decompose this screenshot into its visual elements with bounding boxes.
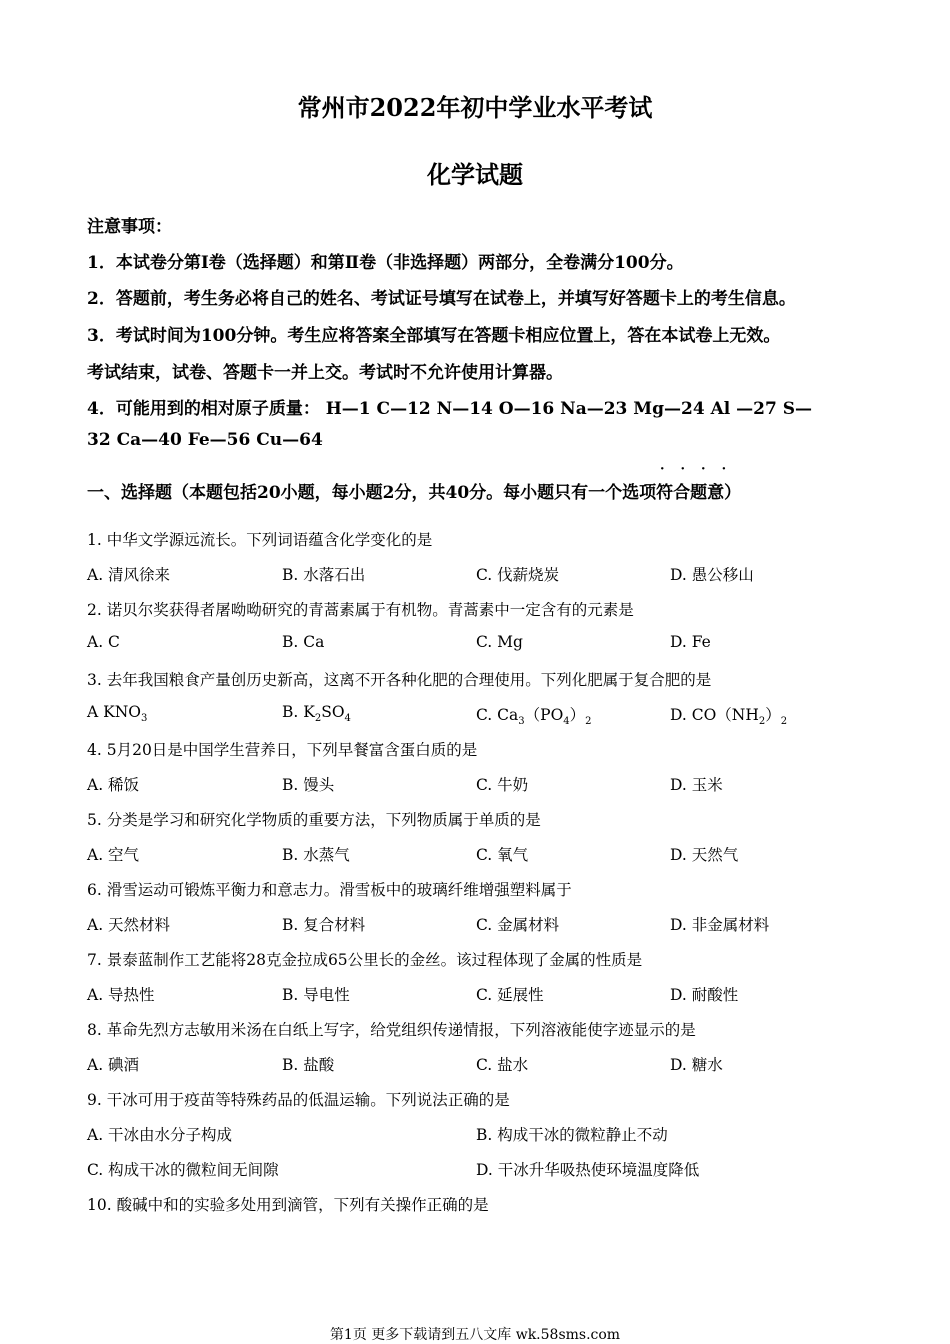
page-title: 常州市2022年初中学业水平考试	[297, 93, 653, 122]
question-stem: 7. 景泰蓝制作工艺能将28克金拉成65公里长的金丝。该过程体现了金属的性质是	[87, 951, 643, 969]
option-a: A. 清风徐来	[87, 566, 171, 584]
page-footer: 第1页 更多下载请到五八文库 wk.58sms.com	[329, 1327, 621, 1343]
option-d: D. 非金属材料	[670, 916, 770, 934]
option-b: B. Ca	[282, 633, 325, 651]
option-a: A. 碘酒	[87, 1056, 140, 1074]
question-stem: 10. 酸碱中和的实验多处用到滴管，下列有关操作正确的是	[87, 1196, 489, 1214]
question-stem: 9. 干冰可用于疫苗等特殊药品的低温运输。下列说法正确的是	[87, 1091, 510, 1109]
option-a: A. 导热性	[87, 986, 155, 1004]
question-stem: 8. 革命先烈方志敏用米汤在白纸上写字，给党组织传递情报，下列溶液能使字迹显示的是	[87, 1021, 696, 1039]
option-d: D. 干冰升华吸热使环境温度降低	[476, 1161, 700, 1179]
notice-item: 4．可能用到的相对原子质量： H—1 C—12 N—14 O—16 Na—23 Mg—24 Al —27 S—	[87, 399, 812, 419]
notice-heading: 注意事项：	[87, 217, 172, 237]
option-c: C. 构成干冰的微粒间无间隙	[87, 1161, 279, 1179]
emphasis-dots: ····	[660, 462, 743, 477]
option-b: B. $K_2SO_4$	[282, 703, 351, 725]
option-d: D. $CO(NH_2)_2$	[670, 706, 788, 728]
option-d: D. 耐酸性	[670, 986, 739, 1004]
option-a: A. 天然材料	[87, 916, 171, 934]
option-d: D. 愚公移山	[670, 566, 754, 584]
option-c: C. 延展性	[476, 986, 544, 1004]
notice-item: 2．答题前，考生务必将自己的姓名、考试证号填写在试卷上，并填写好答题卡上的考生信息。	[87, 289, 796, 309]
question-stem: 2. 诺贝尔奖获得者屠呦呦研究的青蒿素属于有机物。青蒿素中一定含有的元素是	[87, 601, 634, 619]
page-subtitle: 化学试题	[427, 160, 523, 189]
option-a: A. C	[87, 633, 120, 651]
option-b: B. 构成干冰的微粒静止不动	[476, 1126, 668, 1144]
question-stem: 1. 中华文学源远流长。下列词语蕴含化学变化的是	[87, 531, 433, 549]
option-c: C. $Ca_3(PO_4)_2$	[476, 706, 592, 728]
option-a: A. 稀饭	[87, 776, 140, 794]
option-c: C. 伐薪烧炭	[476, 566, 560, 584]
option-b: B. 导电性	[282, 986, 350, 1004]
question-stem: 4. 5月20日是中国学生营养日，下列早餐富含蛋白质的是	[87, 741, 478, 759]
option-b: B. 水蒸气	[282, 846, 350, 864]
option-b: B. 水落石出	[282, 566, 366, 584]
option-b: B. 复合材料	[282, 916, 366, 934]
question-stem: 6. 滑雪运动可锻炼平衡力和意志力。滑雪板中的玻璃纤维增强塑料属于	[87, 881, 572, 899]
option-b: B. 馒头	[282, 776, 335, 794]
option-b: B. 盐酸	[282, 1056, 335, 1074]
option-d: D. 糖水	[670, 1056, 723, 1074]
option-c: C. Mg	[476, 633, 523, 651]
option-a: A. 干冰由水分子构成	[87, 1126, 233, 1144]
option-d: D. 天然气	[670, 846, 739, 864]
notice-item: 1．本试卷分第Ⅰ卷（选择题）和第Ⅱ卷（非选择题）两部分，全卷满分100分。	[87, 253, 684, 273]
notice-item: 考试结束，试卷、答题卡一并上交。考试时不允许使用计算器。	[87, 363, 563, 383]
question-stem: 3. 去年我国粮食产量创历史新高，这离不开各种化肥的合理使用。下列化肥属于复合肥的是	[87, 671, 712, 689]
notice-item: 32 Ca—40 Fe—56 Cu—64	[87, 430, 323, 450]
option-c: C. 金属材料	[476, 916, 560, 934]
notice-item: 3．考试时间为100分钟。考生应将答案全部填写在答题卡相应位置上，答在本试卷上无效。	[87, 326, 781, 346]
section-heading: 一、选择题（本题包括20小题，每小题2分，共40分。每小题只有一个选项符合题意）	[87, 483, 742, 503]
option-d: D. Fe	[670, 633, 711, 651]
option-a: A $KNO_3$	[87, 703, 148, 725]
option-c: C. 牛奶	[476, 776, 529, 794]
option-c: C. 氧气	[476, 846, 529, 864]
option-a: A. 空气	[87, 846, 140, 864]
question-stem: 5. 分类是学习和研究化学物质的重要方法，下列物质属于单质的是	[87, 811, 541, 829]
option-c: C. 盐水	[476, 1056, 529, 1074]
option-d: D. 玉米	[670, 776, 723, 794]
